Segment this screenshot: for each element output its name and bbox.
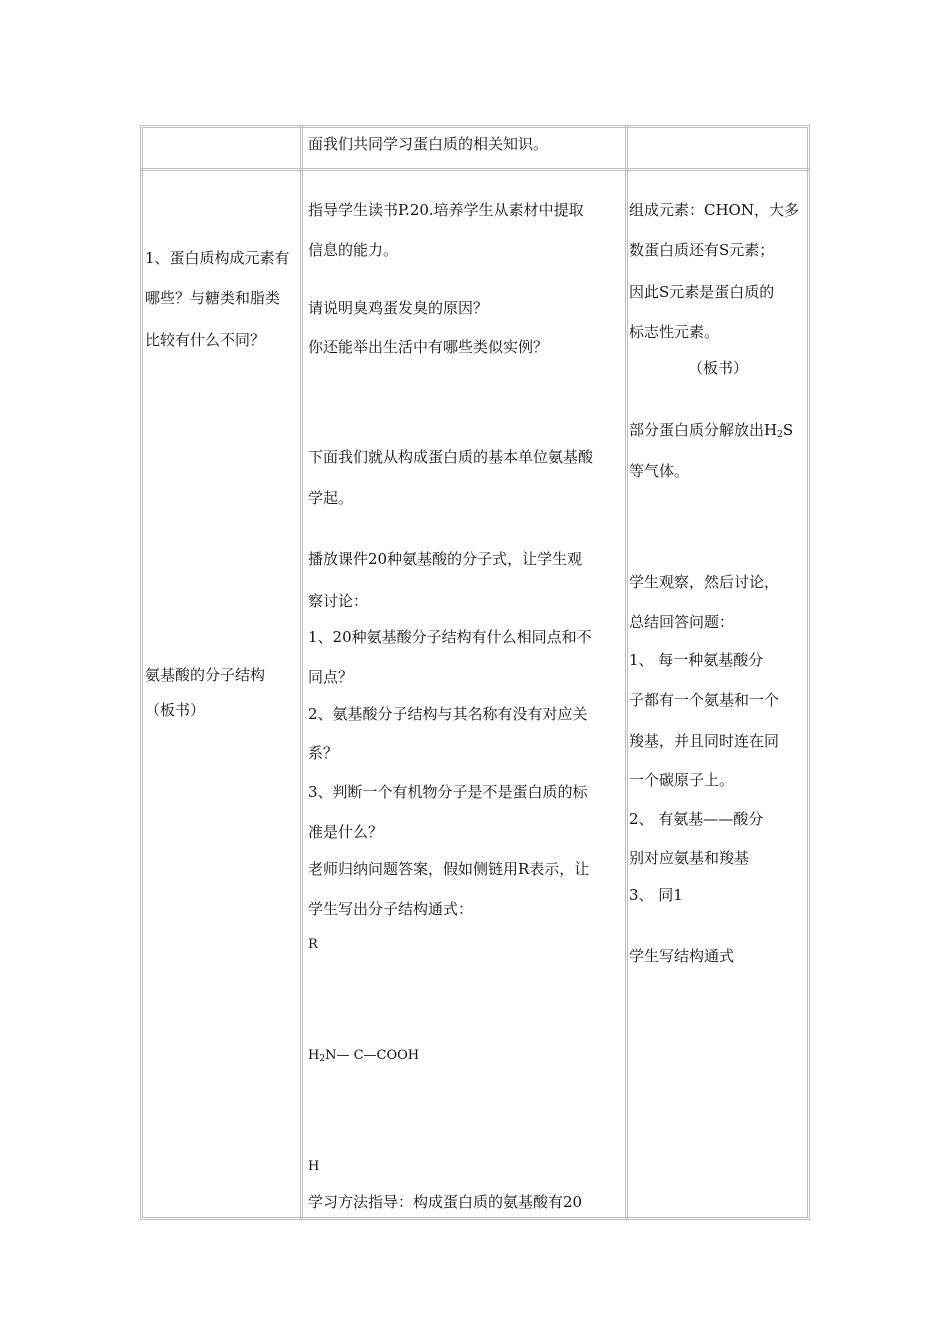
row-divider [140, 168, 810, 171]
middle-p4-line2: 察讨论： [308, 592, 369, 610]
middle-p2-line2: 你还能举出生活中有哪些类似实例？ [308, 338, 549, 356]
middle-q2-line1: 2、氨基酸分子结构与其名称有没有对应关 [308, 705, 588, 723]
right-a1-line2: 子都有一个氨基和一个 [629, 691, 780, 709]
column-divider-1 [300, 125, 303, 1220]
right-banshu: （板书） [688, 359, 749, 377]
right-a3: 3、 同1 [629, 886, 683, 904]
middle-p5-line2: 学生写出分子结构通式： [308, 900, 474, 918]
right-p1-line4: 标志性元素。 [629, 323, 720, 341]
formula-r: R [308, 937, 318, 952]
right-p4: 学生写结构通式 [629, 947, 735, 965]
left-q2-line1: 氨基酸的分子结构 [145, 666, 266, 684]
formula-h: H [308, 1159, 320, 1174]
middle-q2-line2: 系？ [308, 744, 339, 762]
middle-p1-line2: 信息的能力。 [308, 241, 399, 259]
middle-q3-line1: 3、判断一个有机物分子是不是蛋白质的标 [308, 783, 588, 801]
left-q1-line1: 1、蛋白质构成元素有 [145, 249, 290, 267]
right-p1-line1: 组成元素：CHON，大多 [629, 201, 799, 219]
column-divider-2 [625, 125, 628, 1220]
right-p3-line1: 学生观察，然后讨论， [629, 573, 780, 591]
middle-p4-line1: 播放课件20种氨基酸的分子式，让学生观 [308, 550, 583, 568]
middle-p2-line1: 请说明臭鸡蛋发臭的原因？ [308, 299, 489, 317]
row1-middle-text: 面我们共同学习蛋白质的相关知识。 [308, 135, 549, 153]
formula-main: $H_2N—$ C—COOH [308, 1048, 420, 1064]
right-p2-line2: 等气体。 [629, 462, 690, 480]
middle-p5-line1: 老师归纳问题答案，假如侧链用R表示，让 [308, 860, 590, 878]
middle-p3-line1: 下面我们就从构成蛋白质的基本单位氨基酸 [308, 448, 594, 466]
right-p3-line2: 总结回答问题： [629, 613, 735, 631]
right-a1-line1: 1、 每一种氨基酸分 [629, 651, 764, 669]
middle-q3-line2: 准是什么？ [308, 823, 384, 841]
middle-q1-line1: 1、20种氨基酸分子结构有什么相同点和不 [308, 628, 592, 646]
right-a2-line2: 别对应氨基和羧基 [629, 849, 750, 867]
right-p1-line3: 因此S元素是蛋白质的 [629, 283, 775, 301]
left-q2-line2: （板书） [145, 701, 206, 719]
right-a2-line1: 2、 有氨基——酸分 [629, 810, 764, 828]
left-q1-line2: 哪些？与糖类和脂类 [145, 289, 281, 307]
middle-p6: 学习方法指导：构成蛋白质的氨基酸有20 [308, 1193, 583, 1211]
right-a1-line4: 一个碳原子上。 [629, 771, 735, 789]
right-p2-line1: 部分蛋白质分解放出$H_2S$ [629, 421, 794, 440]
right-p1-line2: 数蛋白质还有S元素； [629, 241, 775, 259]
middle-p1-line1: 指导学生读书P.20.培养学生从素材中提取 [308, 201, 584, 219]
right-a1-line3: 羧基，并且同时连在同 [629, 732, 780, 750]
middle-q1-line2: 同点？ [308, 668, 354, 686]
middle-p3-line2: 学起。 [308, 489, 354, 507]
left-q1-line3: 比较有什么不同？ [145, 331, 266, 349]
